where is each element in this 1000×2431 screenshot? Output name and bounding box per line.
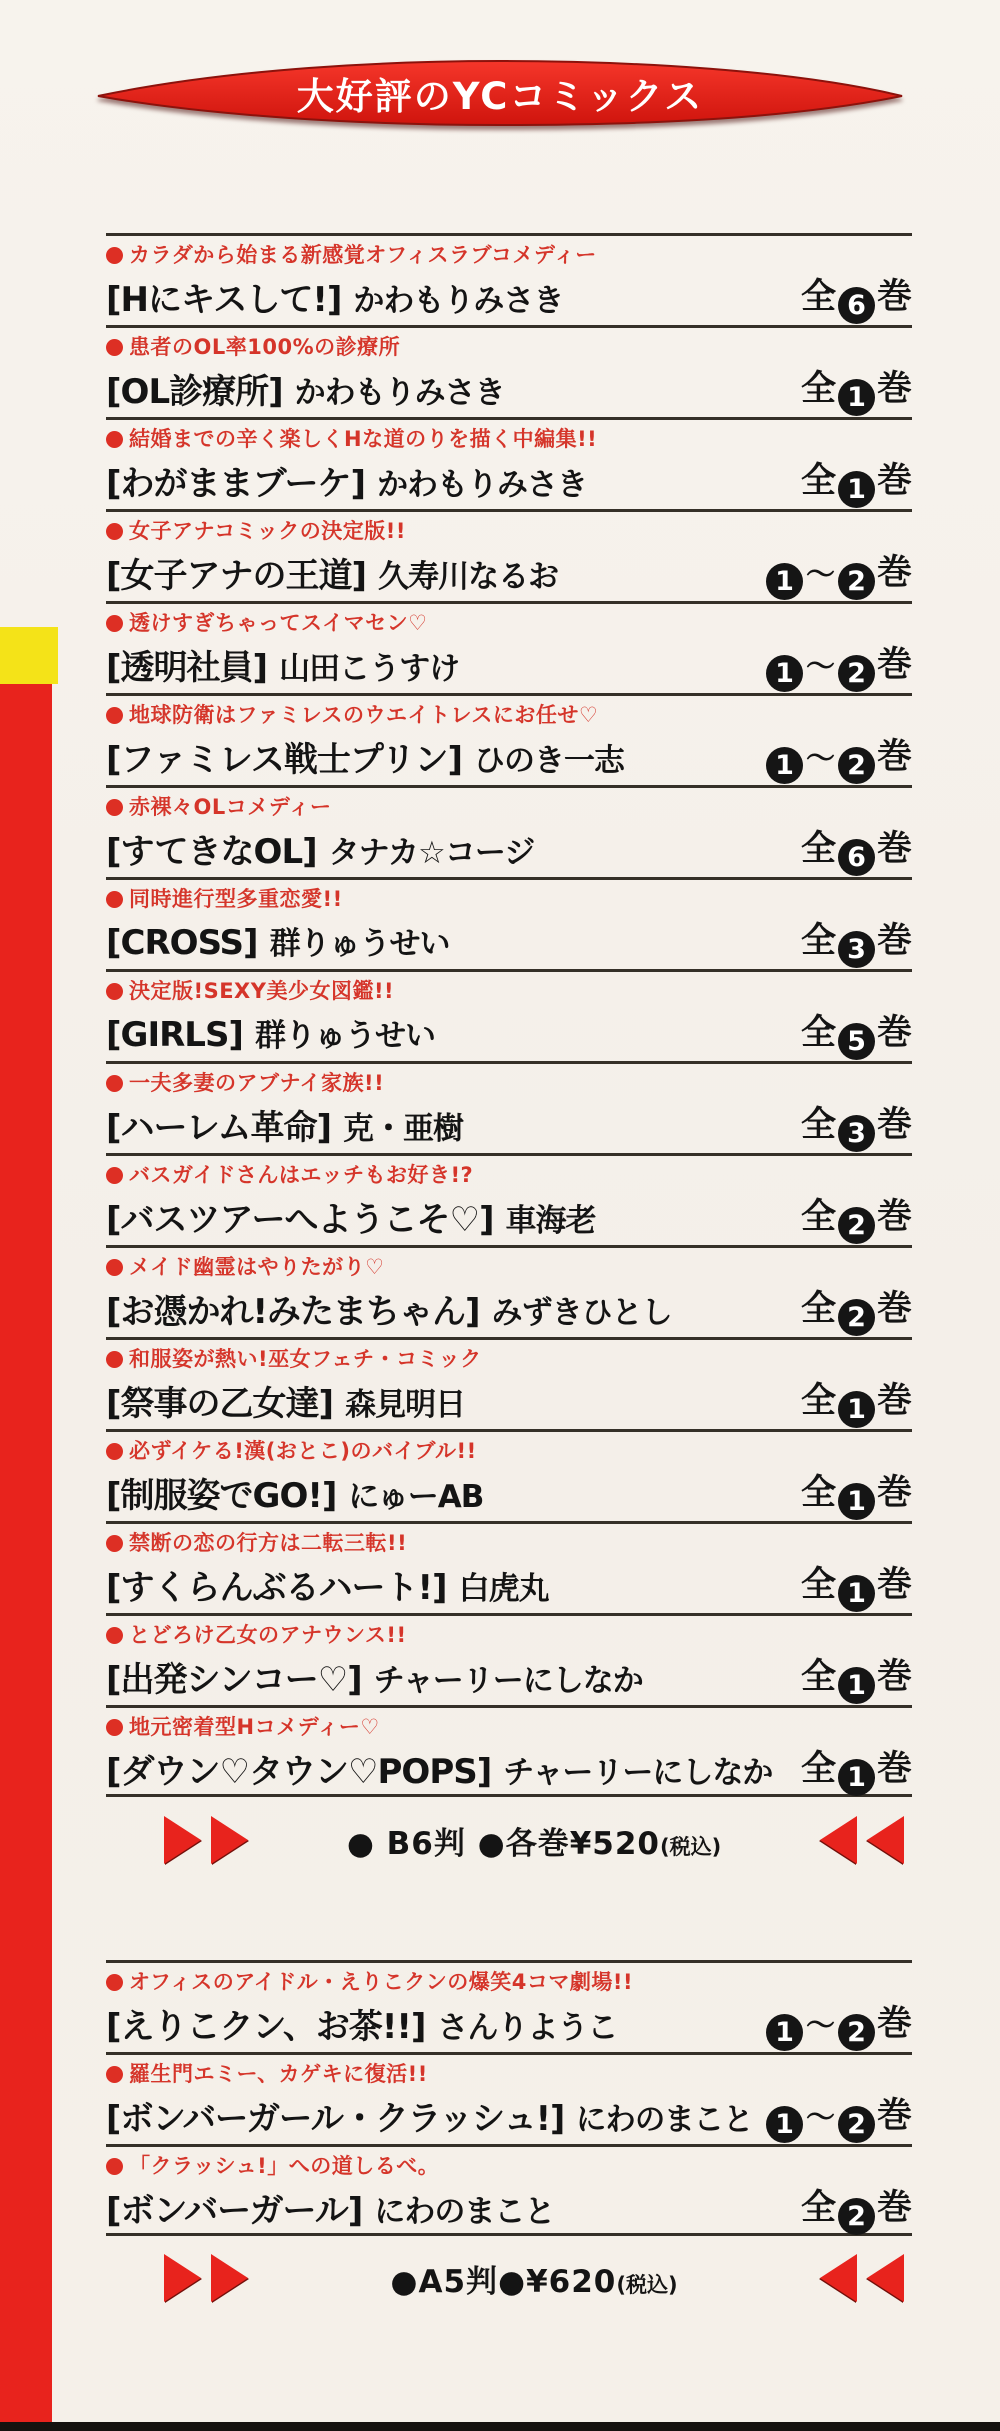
comic-title-author: [106, 2183, 789, 2232]
bullet-icon: [106, 1535, 123, 1552]
volume-number-badge: 1: [838, 379, 875, 416]
right-triangle-icon: [164, 1816, 201, 1864]
comic-tagline: [106, 333, 912, 361]
comic-title-author: [106, 548, 752, 597]
comic-title: [バスツアーへようこそ♡]: [106, 1199, 494, 1240]
volume-suffix: 巻: [876, 1748, 912, 1789]
comic-title-row: [106, 1742, 912, 1794]
comic-entry: [106, 1245, 912, 1337]
volume-range-separator: 〜: [805, 740, 835, 775]
volume-suffix: 巻: [876, 1196, 912, 1237]
double-left-arrow-icon: [820, 1816, 904, 1864]
volume-number-badge: 2: [838, 1299, 875, 1336]
comic-tagline: [106, 1253, 912, 1281]
tagline-text: 患者のOL率100%の診療所: [129, 335, 401, 359]
comic-entry: [106, 693, 912, 785]
volume-suffix: 巻: [876, 736, 912, 777]
comic-tagline: [106, 977, 912, 1005]
bullet-icon: [106, 1351, 123, 1368]
volume-number-badge: 2: [838, 2198, 875, 2235]
volume-range-separator: 〜: [805, 556, 835, 591]
comic-title-author: [106, 640, 752, 689]
comic-title-author: [106, 272, 789, 321]
volume-info: [801, 1557, 912, 1612]
comic-author: かわもりみさき: [377, 466, 588, 503]
comic-title-author: [106, 1999, 752, 2048]
volume-prefix: 全: [800, 1196, 836, 1237]
comic-entry: [106, 417, 912, 509]
comic-title: [わがままブーケ]: [106, 463, 366, 504]
volume-suffix: 巻: [876, 368, 912, 409]
volume-info: [764, 729, 912, 784]
comic-title-row: [106, 2181, 912, 2233]
comic-author: 群りゅうせい: [269, 925, 450, 962]
comic-title: [ファミレス戦士プリン]: [106, 739, 463, 780]
volume-number-badge: 3: [838, 931, 875, 968]
comic-entry: [106, 969, 912, 1061]
volume-prefix: 全: [800, 1288, 836, 1329]
comic-title-author: [106, 1652, 789, 1701]
format-price-main: ●A5判●¥620: [390, 2263, 617, 2300]
volume-suffix: 巻: [876, 1380, 912, 1421]
volume-prefix: 全: [800, 368, 836, 409]
volume-prefix: 全: [800, 1104, 836, 1145]
left-edge-yellow-tab: [0, 627, 58, 684]
comic-title-row: [106, 1374, 912, 1426]
tagline-text: 一夫多妻のアブナイ家族!!: [129, 1071, 385, 1095]
volume-suffix: 巻: [876, 2095, 912, 2136]
right-triangle-icon: [164, 2254, 201, 2302]
volume-range-separator: 〜: [805, 648, 835, 683]
comic-title: [透明社員]: [106, 647, 268, 688]
volume-info: [764, 545, 912, 600]
comic-title: [GIRLS]: [106, 1014, 243, 1055]
right-triangle-icon: [211, 2254, 248, 2302]
volume-number-badge: 1: [766, 747, 803, 784]
comic-entry: [106, 325, 912, 417]
left-triangle-icon: [867, 2254, 904, 2302]
volume-number-badge: 6: [838, 839, 875, 876]
comic-author: タナカ☆コージ: [328, 834, 535, 871]
comic-title: [制服姿でGO!]: [106, 1475, 337, 1516]
volume-range-separator: 〜: [805, 2007, 835, 2042]
volume-prefix: 全: [800, 1472, 836, 1513]
volume-suffix: 巻: [876, 2003, 912, 2044]
volume-prefix: 全: [800, 920, 836, 961]
volume-info: [764, 2088, 912, 2143]
volume-range-separator: 〜: [805, 2099, 835, 2134]
volume-info: [801, 1373, 912, 1428]
comic-entry: [106, 1153, 912, 1245]
volume-number-badge: 1: [838, 1483, 875, 1520]
bullet-icon: [106, 431, 123, 448]
format-price-main: ● B6判 ●各巻¥520: [346, 1825, 660, 1862]
banner-title: 大好評のYCコミックス: [296, 75, 704, 118]
comic-title-author: [106, 1284, 789, 1333]
bullet-icon: [106, 247, 123, 264]
comic-tagline: [106, 1529, 912, 1557]
comic-title-row: [106, 270, 912, 322]
comic-title: [ボンバーガール・クラッシュ!]: [106, 2098, 565, 2139]
tagline-text: 禁断の恋の行方は二転三転!!: [129, 1531, 408, 1555]
comic-entry: [106, 1613, 912, 1705]
volume-prefix: 全: [800, 2187, 836, 2228]
comic-author: 山田こうすけ: [279, 650, 460, 687]
comic-author: 克・亜樹: [343, 1110, 464, 1147]
comic-title: [女子アナの王道]: [106, 555, 367, 596]
bullet-icon: [106, 799, 123, 816]
volume-suffix: 巻: [876, 1288, 912, 1329]
bullet-icon: [106, 983, 123, 1000]
tagline-text: カラダから始まる新感覚オフィスラブコメディー: [129, 243, 597, 267]
comic-title-row: [106, 546, 912, 598]
volume-suffix: 巻: [876, 920, 912, 961]
volume-info: [801, 453, 912, 508]
volume-info: [801, 1097, 912, 1152]
volume-number-badge: 1: [838, 1391, 875, 1428]
volume-prefix: 全: [800, 1748, 836, 1789]
comic-entry: [106, 1960, 912, 2052]
comic-title-row: [106, 454, 912, 506]
volume-number-badge: 6: [838, 287, 875, 324]
volume-info: [801, 1741, 912, 1796]
volume-suffix: 巻: [876, 276, 912, 317]
format-price-row-b6: [106, 1810, 912, 1870]
comic-title: [ダウン♡タウン♡POPS]: [106, 1751, 492, 1792]
volume-info: [801, 1465, 912, 1520]
comic-author: にゅーAB: [348, 1478, 484, 1515]
tagline-text: 和服姿が熱い!巫女フェチ・コミック: [129, 1347, 482, 1371]
tagline-text: バスガイドさんはエッチもお好き!?: [129, 1163, 474, 1187]
double-right-arrow-icon: [164, 1816, 248, 1864]
comic-author: さんりようこ: [437, 2009, 618, 2046]
right-triangle-icon: [211, 1816, 248, 1864]
bullet-icon: [106, 1627, 123, 1644]
comic-tagline: [106, 1345, 912, 1373]
comic-tagline: [106, 241, 912, 269]
comic-entry: [106, 2052, 912, 2144]
comic-author: ひのき一志: [474, 742, 625, 779]
volume-suffix: 巻: [876, 1564, 912, 1605]
tagline-text: 透けすぎちゃってスイマセン♡: [129, 611, 428, 635]
comic-title: [すてきなOL]: [106, 831, 317, 872]
tagline-text: 同時進行型多重恋愛!!: [129, 887, 343, 911]
volume-info: [801, 361, 912, 416]
format-price-text: [248, 2256, 820, 2301]
comic-tagline: [106, 1713, 912, 1741]
volume-number-badge: 5: [838, 1023, 875, 1060]
comic-title-row: [106, 730, 912, 782]
bullet-icon: [106, 707, 123, 724]
comic-title-row: [106, 1282, 912, 1334]
comic-title-author: [106, 1192, 789, 1241]
volume-number-badge: 1: [838, 1667, 875, 1704]
volume-number-badge: 2: [838, 2106, 875, 2143]
comic-title: [ハーレム革命]: [106, 1107, 332, 1148]
tagline-text: 必ずイケる!漢(おとこ)のバイブル!!: [129, 1439, 477, 1463]
left-edge-red-strip: [0, 684, 52, 2422]
volume-prefix: 全: [800, 1656, 836, 1697]
volume-number-badge: 1: [766, 563, 803, 600]
bullet-icon: [106, 2158, 123, 2175]
comic-tagline: [106, 885, 912, 913]
volume-info: [801, 1005, 912, 1060]
bullet-icon: [106, 615, 123, 632]
comic-title: [ボンバーガール]: [106, 2190, 363, 2231]
comic-author: みずきひとし: [491, 1294, 672, 1331]
volume-prefix: 全: [800, 1564, 836, 1605]
tagline-text: 羅生門エミー、カゲキに復活!!: [129, 2062, 428, 2086]
volume-number-badge: 2: [838, 2014, 875, 2051]
comic-entry: [106, 877, 912, 969]
tagline-text: とどろけ乙女のアナウンス!!: [129, 1623, 407, 1647]
comic-title-author: [106, 1560, 789, 1609]
comics-list-bottom: [106, 1960, 912, 2236]
comic-tagline: [106, 2060, 912, 2088]
volume-number-badge: 2: [838, 747, 875, 784]
comic-author: にわのまこと: [374, 2193, 555, 2230]
volume-prefix: 全: [800, 1380, 836, 1421]
left-triangle-icon: [820, 1816, 857, 1864]
comic-author: 森見明日: [345, 1386, 466, 1423]
comic-title-row: [106, 914, 912, 966]
volume-number-badge: 3: [838, 1115, 875, 1152]
comic-tagline: [106, 1069, 912, 1097]
comic-title: [Hにキスして!]: [106, 279, 342, 320]
format-price-text: [248, 1818, 820, 1863]
comic-title-author: [106, 1468, 789, 1517]
volume-info: [801, 1281, 912, 1336]
bullet-icon: [106, 1974, 123, 1991]
comic-title-author: [106, 824, 789, 873]
comic-entry: [106, 1061, 912, 1153]
comic-title-row: [106, 1098, 912, 1150]
comic-title-author: [106, 732, 752, 781]
bullet-icon: [106, 1075, 123, 1092]
volume-info: [801, 1649, 912, 1704]
comic-title-author: [106, 1744, 789, 1793]
volume-info: [764, 1996, 912, 2051]
volume-suffix: 巻: [876, 552, 912, 593]
comic-title-row: [106, 638, 912, 690]
comic-title-author: [106, 364, 789, 413]
volume-suffix: 巻: [876, 1656, 912, 1697]
volume-suffix: 巻: [876, 644, 912, 685]
comic-tagline: [106, 1161, 912, 1189]
volume-info: [801, 913, 912, 968]
comic-tagline: [106, 1968, 912, 1996]
comic-title: [えりこクン、お茶!!]: [106, 2006, 426, 2047]
volume-suffix: 巻: [876, 1104, 912, 1145]
comic-title-row: [106, 362, 912, 414]
bullet-icon: [106, 523, 123, 540]
comic-author: チャーリーにしなか: [373, 1662, 643, 1699]
bullet-icon: [106, 891, 123, 908]
volume-info: [801, 269, 912, 324]
comic-entry: [106, 785, 912, 877]
bullet-icon: [106, 2066, 123, 2083]
comic-entry: [106, 1705, 912, 1797]
left-triangle-icon: [867, 1816, 904, 1864]
bullet-icon: [106, 1443, 123, 1460]
comic-entry: [106, 1521, 912, 1613]
bullet-icon: [106, 1719, 123, 1736]
volume-suffix: 巻: [876, 1472, 912, 1513]
volume-number-badge: 2: [838, 1207, 875, 1244]
volume-prefix: 全: [800, 460, 836, 501]
volume-info: [801, 1189, 912, 1244]
comic-title: [お憑かれ!みたまちゃん]: [106, 1291, 480, 1332]
tagline-text: 女子アナコミックの決定版!!: [129, 519, 406, 543]
comic-tagline: [106, 701, 912, 729]
comic-title-row: [106, 1558, 912, 1610]
comic-entry: [106, 233, 912, 325]
comic-title-author: [106, 1010, 789, 1055]
bullet-icon: [106, 1259, 123, 1276]
volume-suffix: 巻: [876, 2187, 912, 2228]
comic-title-author: [106, 2091, 753, 2140]
tagline-text: 赤裸々OLコメディー: [129, 795, 332, 819]
volume-number-badge: 1: [838, 1759, 875, 1796]
double-left-arrow-icon: [820, 2254, 904, 2302]
volume-info: [801, 2180, 912, 2235]
comic-entry: [106, 1429, 912, 1521]
volume-suffix: 巻: [876, 460, 912, 501]
comic-title: [CROSS]: [106, 922, 258, 963]
comic-title-author: [106, 1100, 789, 1149]
comic-title: [出発シンコー♡]: [106, 1659, 362, 1700]
comic-title: [祭事の乙女達]: [106, 1383, 334, 1424]
comic-author: にわのまこと: [576, 2101, 753, 2138]
comic-entry: [106, 2144, 912, 2236]
volume-number-badge: 1: [766, 2014, 803, 2051]
tagline-text: 結婚までの辛く楽しくHな道のりを描く中編集!!: [129, 427, 598, 451]
volume-prefix: 全: [800, 1012, 836, 1053]
comic-entry: [106, 1337, 912, 1429]
bullet-icon: [106, 339, 123, 356]
volume-number-badge: 1: [838, 471, 875, 508]
volume-number-badge: 1: [838, 1575, 875, 1612]
comic-title-row: [106, 1997, 912, 2049]
page-bottom-edge: [0, 2422, 1000, 2431]
volume-prefix: 全: [800, 276, 836, 317]
comic-title: [OL診療所]: [106, 371, 283, 412]
tagline-text: 地元密着型Hコメディー♡: [129, 1715, 380, 1739]
format-price-row-a5: [106, 2248, 912, 2308]
tagline-text: 「クラッシュ!」への道しるべ。: [129, 2154, 440, 2178]
comic-title-row: [106, 1190, 912, 1242]
volume-number-badge: 2: [838, 655, 875, 692]
comic-author: 白虎丸: [458, 1570, 549, 1607]
comic-entry: [106, 509, 912, 601]
comic-title-row: [106, 1006, 912, 1058]
comic-tagline: [106, 793, 912, 821]
comic-author: 群りゅうせい: [254, 1017, 435, 1054]
tagline-text: オフィスのアイドル・えりこクンの爆笑4コマ劇場!!: [129, 1970, 634, 1994]
volume-info: [764, 637, 912, 692]
comic-tagline: [106, 2152, 912, 2180]
comic-tagline: [106, 1621, 912, 1649]
comic-title-row: [106, 822, 912, 874]
comic-author: 久寿川なるお: [378, 558, 559, 595]
comic-author: 車海老: [505, 1202, 596, 1239]
comic-title-author: [106, 456, 789, 505]
comic-title-row: [106, 1650, 912, 1702]
comic-title-author: [106, 1376, 789, 1425]
volume-prefix: 全: [800, 828, 836, 869]
bullet-icon: [106, 1167, 123, 1184]
comic-title-row: [106, 2089, 912, 2141]
comics-list-top: [106, 233, 912, 1797]
volume-number-badge: 1: [766, 2106, 803, 2143]
tagline-text: メイド幽霊はやりたがり♡: [129, 1255, 385, 1279]
volume-number-badge: 2: [838, 563, 875, 600]
left-triangle-icon: [820, 2254, 857, 2302]
comic-title: [すくらんぶるハート!]: [106, 1567, 447, 1608]
comic-title-row: [106, 1466, 912, 1518]
comic-tagline: [106, 425, 912, 453]
volume-suffix: 巻: [876, 1012, 912, 1053]
comic-entry: [106, 601, 912, 693]
comic-title-author: [106, 918, 789, 963]
volume-suffix: 巻: [876, 828, 912, 869]
comic-author: かわもりみさき: [353, 282, 564, 319]
comic-tagline: [106, 517, 912, 545]
comic-author: かわもりみさき: [294, 374, 505, 411]
volume-number-badge: 1: [766, 655, 803, 692]
volume-info: [801, 821, 912, 876]
comic-author: チャーリーにしなか: [503, 1754, 773, 1791]
banner: [92, 56, 908, 130]
tagline-text: 決定版!SEXY美少女図鑑!!: [129, 979, 395, 1003]
comic-tagline: [106, 1437, 912, 1465]
tax-included-label: (税込): [659, 1834, 722, 1859]
tax-included-label: (税込): [616, 2272, 678, 2297]
double-right-arrow-icon: [164, 2254, 248, 2302]
comic-tagline: [106, 609, 912, 637]
tagline-text: 地球防衛はファミレスのウエイトレスにお任せ♡: [129, 703, 599, 727]
